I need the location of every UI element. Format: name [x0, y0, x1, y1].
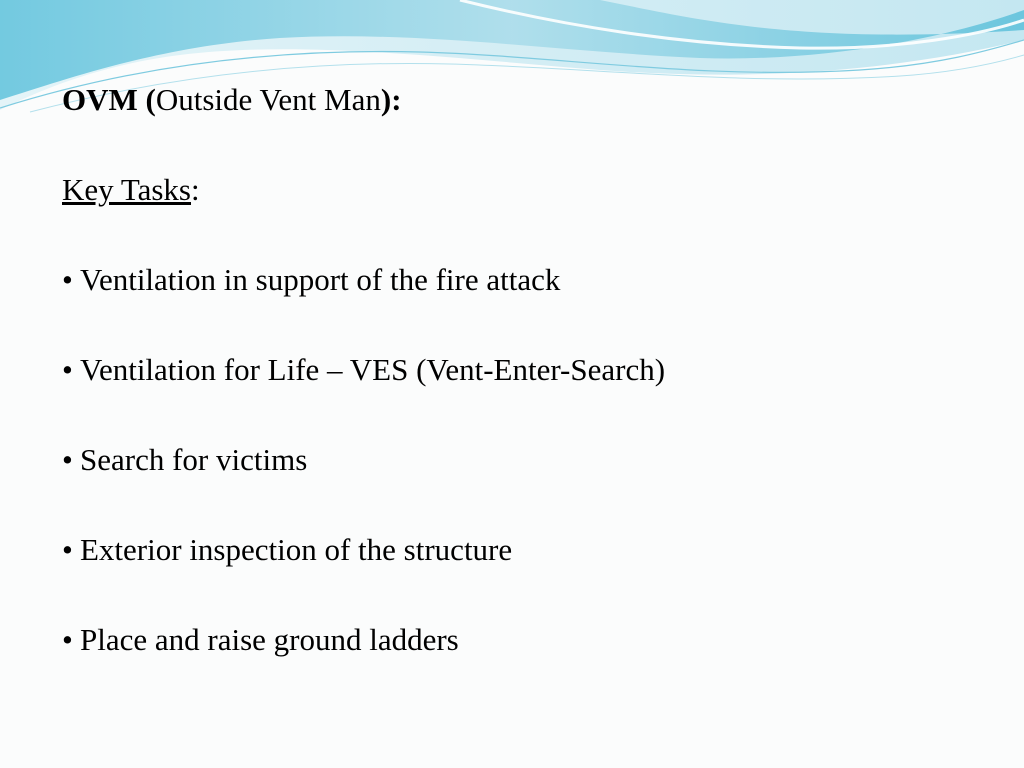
slide-content: [62, 78, 982, 708]
key-tasks-heading: [62, 168, 982, 212]
task-list: [62, 258, 982, 662]
list-item-text: Ventilation for Life – VES (Vent-Enter-Search): [80, 352, 666, 387]
title-full-name: Outside Vent Man: [155, 82, 381, 117]
list-item: [62, 618, 982, 662]
title-open-paren: (: [145, 82, 156, 117]
list-item-text: Search for victims: [80, 442, 308, 477]
list-item: [62, 528, 982, 572]
key-tasks-label: Key Tasks: [62, 172, 191, 207]
key-tasks-colon: :: [191, 172, 200, 207]
bullet-icon: •: [62, 532, 73, 567]
slide-title: [62, 78, 982, 122]
bullet-icon: •: [62, 442, 73, 477]
list-item: [62, 258, 982, 302]
list-item: [62, 348, 982, 392]
bullet-icon: •: [62, 352, 73, 387]
bullet-icon: •: [62, 262, 73, 297]
list-item-text: Place and raise ground ladders: [80, 622, 459, 657]
title-close-paren: ):: [380, 82, 402, 117]
bullet-icon: •: [62, 622, 73, 657]
list-item: [62, 438, 982, 482]
list-item-text: Exterior inspection of the structure: [80, 532, 513, 567]
title-abbreviation: OVM: [62, 82, 138, 117]
list-item-text: Ventilation in support of the fire attack: [80, 262, 561, 297]
